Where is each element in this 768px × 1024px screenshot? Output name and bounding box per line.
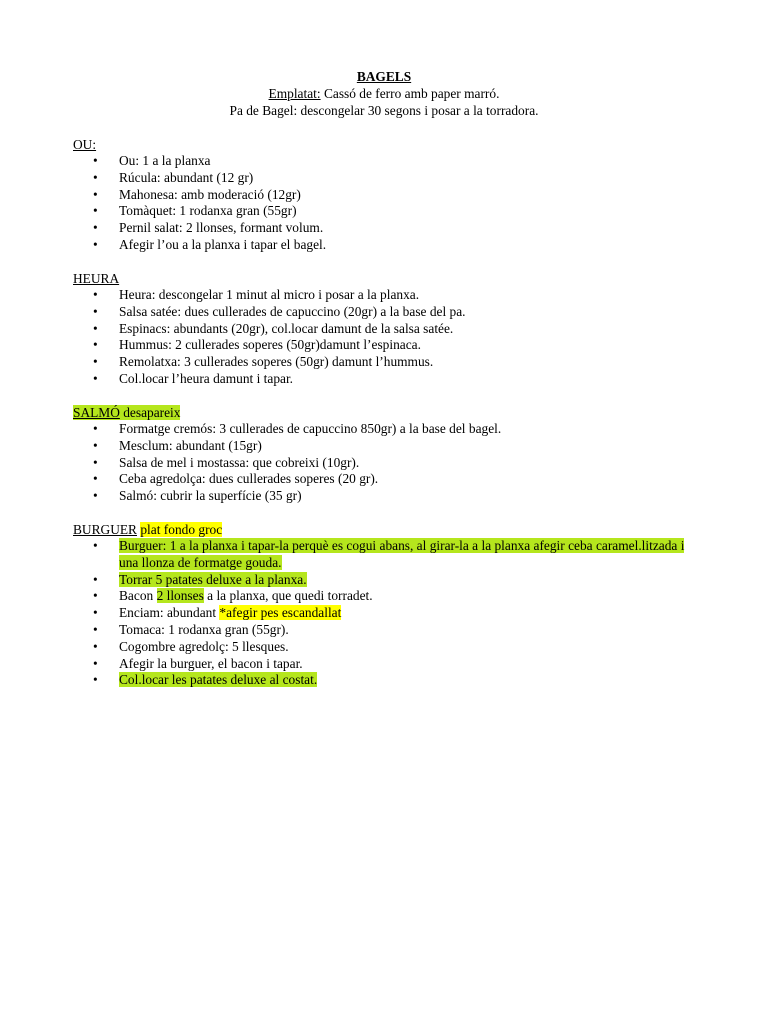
bullet-icon: • [93, 320, 98, 336]
list-item [73, 354, 693, 371]
ingredient-list-salmo [73, 421, 693, 505]
bullet-icon: • [93, 287, 98, 302]
list-item [73, 237, 693, 254]
list-item-text: Mesclum: abundant (15gr) [119, 437, 262, 453]
ingredient-list-ou [73, 153, 693, 254]
bullet-icon: • [93, 488, 98, 504]
section-salmo [73, 404, 693, 505]
list-item [73, 304, 693, 321]
section-ou [73, 136, 693, 254]
section-heading-burguer [73, 521, 693, 538]
list-item [73, 572, 693, 589]
list-item-text: Cogombre agredolç: 5 llesques. [119, 638, 289, 654]
bullet-icon: • [93, 454, 98, 470]
bullet-icon: • [93, 153, 98, 168]
heading-note-burguer: plat fondo groc [140, 522, 223, 537]
list-item-highlight: 2 llonses [156, 588, 204, 604]
list-item [73, 605, 693, 622]
list-item-text: Col.locar l’heura damunt i tapar. [119, 370, 294, 386]
bullet-icon: • [93, 236, 98, 252]
bullet-icon: • [93, 638, 98, 654]
list-item [73, 639, 693, 656]
heading-heura: HEURA [73, 271, 120, 286]
ingredient-list-burguer [73, 538, 693, 689]
list-item-text: Salmó: cubrir la superfície (35 gr) [119, 488, 302, 504]
list-item [73, 471, 693, 488]
list-item [73, 672, 693, 689]
list-item [73, 203, 693, 220]
list-item [73, 337, 693, 354]
heading-ou: OU: [73, 137, 97, 152]
list-item-text: Salsa de mel i mostassa: que cobreixi (10gr). [119, 454, 360, 470]
list-item-text: Afegir la burguer, el bacon i tapar. [119, 655, 303, 671]
list-item-text: Mahonesa: amb moderació (12gr) [119, 186, 301, 202]
list-item-text: Ceba agredolça: dues cullerades soperes (20 gr). [119, 471, 379, 487]
bullet-icon: • [93, 186, 98, 202]
list-item-text: Burguer: 1 a la planxa i tapar-la perquè es cogui abans, al girar-la a la planxa afegir ceba caramel.litzada i una llonza de formatge gouda. [119, 538, 685, 570]
list-item-text: Bacon [119, 588, 157, 604]
bullet-icon: • [93, 571, 98, 587]
bullet-icon: • [93, 220, 98, 236]
list-item-text: Rúcula: abundant (12 gr) [119, 169, 254, 185]
list-item [73, 455, 693, 472]
list-item-text: Enciam: abundant [119, 605, 220, 621]
section-heading-ou [73, 136, 693, 153]
list-item-text: Espinacs: abundants (20gr), col.locar damunt de la salsa satée. [119, 320, 454, 336]
plating-line [0, 85, 768, 102]
list-item [73, 538, 693, 572]
heading-note-salmo: desapareix [119, 405, 181, 420]
section-heura [73, 270, 693, 388]
bullet-icon: • [93, 588, 98, 604]
bullet-icon: • [93, 169, 98, 185]
bullet-icon: • [93, 672, 98, 688]
bullet-icon: • [93, 437, 98, 453]
heading-salmo: SALMÓ [73, 405, 120, 420]
list-item-text: Ou: 1 a la planxa [119, 153, 211, 168]
ingredient-list-heura [73, 287, 693, 388]
list-item [73, 321, 693, 338]
list-item [73, 371, 693, 388]
list-item [73, 438, 693, 455]
list-item [73, 656, 693, 673]
list-item [73, 622, 693, 639]
bullet-icon: • [93, 605, 98, 621]
list-item [73, 588, 693, 605]
list-item-text: Tomaca: 1 rodanxa gran (55gr). [119, 621, 289, 637]
bullet-icon: • [93, 471, 98, 487]
list-item-text: a la planxa, que quedi torradet. [203, 588, 373, 604]
bullet-icon: • [93, 621, 98, 637]
list-item [73, 220, 693, 237]
list-item [73, 287, 693, 304]
heading-burguer: BURGUER [73, 522, 137, 537]
list-item-text: Col.locar les patates deluxe al costat. [119, 672, 318, 688]
list-item-text: Salsa satée: dues cullerades de capuccino (20gr) a la base del pa. [119, 303, 466, 319]
bullet-icon: • [93, 655, 98, 671]
bullet-icon: • [93, 421, 98, 436]
bullet-icon: • [93, 538, 98, 553]
list-item-text: Heura: descongelar 1 minut al micro i posar a la planxa. [119, 287, 420, 302]
bullet-icon: • [93, 354, 98, 370]
list-item [73, 153, 693, 170]
list-item-text: Formatge cremós: 3 cullerades de capuccino 850gr) a la base del bagel. [119, 421, 502, 436]
list-item-text: Hummus: 2 cullerades soperes (50gr)damunt l’espinaca. [119, 337, 421, 353]
plating-text: Cassó de ferro amb paper marró. [320, 86, 500, 101]
list-item [73, 170, 693, 187]
list-item-text: Afegir l’ou a la planxa i tapar el bagel. [119, 236, 327, 252]
list-item-text: Tomàquet: 1 rodanxa gran (55gr) [119, 203, 297, 219]
bullet-icon: • [93, 303, 98, 319]
bullet-icon: • [93, 337, 98, 353]
list-item-text: Torrar 5 patates deluxe a la planxa. [119, 571, 307, 587]
list-item [73, 488, 693, 505]
section-heading-salmo [73, 404, 693, 421]
salmo-highlight [73, 405, 180, 420]
section-heading-heura [73, 270, 693, 287]
section-burguer [73, 521, 693, 689]
list-item [73, 421, 693, 438]
bread-instruction: Pa de Bagel: descongelar 30 segons i posar a la torradora. [229, 103, 539, 118]
list-item [73, 187, 693, 204]
bullet-icon: • [93, 203, 98, 219]
list-item-text: Remolatxa: 3 cullerades soperes (50gr) damunt l’hummus. [119, 354, 434, 370]
plating-label: Emplatat: [268, 86, 321, 101]
bullet-icon: • [93, 370, 98, 386]
list-item-highlight: *afegir pes escandallat [219, 605, 342, 621]
document-title: BAGELS [356, 69, 412, 84]
list-item-text: Pernil salat: 2 llonses, formant volum. [119, 220, 324, 236]
